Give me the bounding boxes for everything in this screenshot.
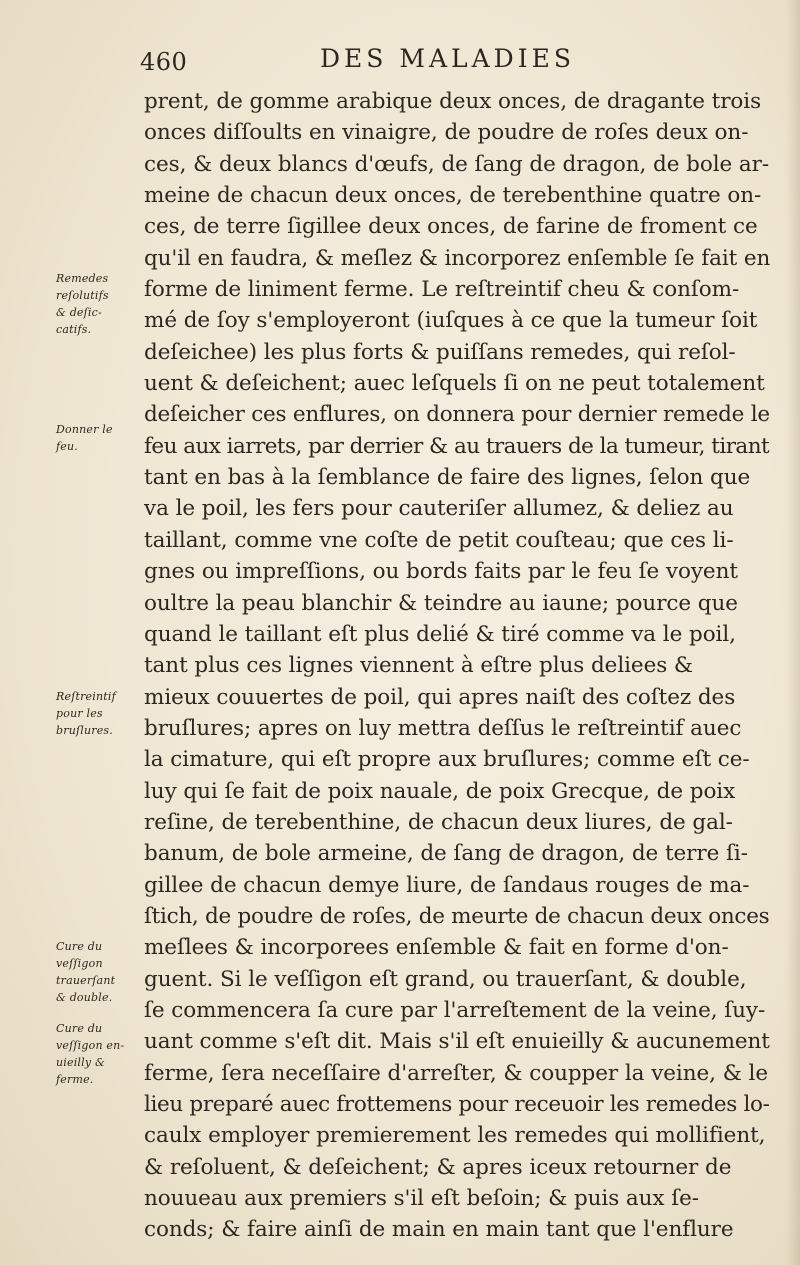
text-line: ſtich, de poudre de roſes, de meurte de chacun deux onces — [144, 903, 770, 929]
text-line: luy qui ſe fait de poix nauale, de poix Grecque, de poix — [144, 778, 736, 804]
text-line: banum, de bole armeine, de ſang de dragon, de terre ſi- — [144, 841, 748, 867]
margin-note-line: uieilly & — [56, 1056, 105, 1069]
text-line: gnes ou impreſſions, ou bords faits par le feu ſe voyent — [144, 559, 738, 585]
text-line: bruſlures; apres on luy mettra deſſus le reſtreintif auec — [144, 715, 742, 741]
body-text — [144, 86, 774, 1246]
text-line: gillee de chacun demye liure, de ſandaus rouges de ma- — [144, 872, 750, 898]
text-line: ſe commencera ſa cure par l'arreſtement de la veine, ſuy- — [144, 997, 766, 1023]
margin-note — [56, 1020, 140, 1088]
page-number: 460 — [140, 48, 188, 76]
text-line: guent. Si le veſſigon eſt grand, ou trauerſant, & double, — [144, 966, 747, 992]
text-line: oultre la peau blanchir & teindre au iaune; pource que — [144, 590, 738, 616]
text-line: taillant, comme vne coſte de petit couſteau; que ces li- — [144, 527, 734, 553]
margin-note-line: Remedes — [56, 272, 109, 285]
margin-note-line: Cure du — [56, 940, 103, 953]
text-line: lieu preparé auec frottemens pour receuoir les remedes lo- — [144, 1092, 770, 1117]
text-line: qu'il en faudra, & meſlez & incorporez enſemble ſe fait en — [144, 245, 771, 271]
text-line: meine de chacun deux onces, de terebenthine quatre on- — [144, 183, 762, 209]
margin-note-line: feu. — [56, 440, 78, 453]
margin-note — [56, 270, 140, 338]
text-line: va le poil, les fers pour cauteriſer allumez, & deliez au — [144, 496, 734, 522]
text-line: ferme, ſera neceſſaire d'arreſter, & coupper la veine, & le — [144, 1060, 768, 1086]
margin-note — [56, 938, 140, 1006]
text-line: tant plus ces lignes viennent à eſtre plus deliees & — [144, 653, 693, 679]
margin-note — [56, 421, 140, 455]
margin-note-line: pour les — [56, 707, 103, 720]
margin-note-line: & double. — [56, 991, 113, 1004]
margin-note-line: Cure du — [56, 1022, 103, 1035]
margin-note-line: reſolutifs — [56, 289, 109, 302]
text-line: uant comme s'eſt dit. Mais s'il eſt enuieilly & aucunement — [144, 1029, 770, 1055]
margin-note-line: & deſic- — [56, 306, 102, 319]
margin-note-line: ferme. — [56, 1073, 94, 1086]
margin-note-line: Reſtreintif — [56, 690, 116, 703]
margin-note-line: veſſigon en- — [56, 1039, 125, 1052]
margin-note-line: catifs. — [56, 323, 92, 336]
text-line: deſeichee) les plus forts & puiſſans remedes, qui reſol- — [144, 339, 736, 365]
text-line: deſeicher ces enflures, on donnera pour dernier remede le — [144, 402, 770, 428]
text-line: la cimature, qui eſt propre aux bruſlures; comme eſt ce- — [144, 747, 750, 773]
text-line: reſine, de terebenthine, de chacun deux liures, de gal- — [144, 809, 733, 835]
running-head: DES MALADIES — [320, 44, 575, 73]
text-line: mieux couuertes de poil, qui apres naiſt des coſtez des — [144, 684, 736, 710]
text-line: uent & deſeichent; auec leſquels ſi on ne peut totalement — [144, 371, 765, 397]
text-line: ces, de terre ſigillee deux onces, de farine de froment ce — [144, 214, 758, 240]
page-edge-shadow — [786, 0, 800, 1265]
text-line: prent, de gomme arabique deux onces, de dragante trois — [144, 89, 762, 114]
text-line: ces, & deux blancs d'œufs, de ſang de dragon, de bole ar- — [144, 151, 770, 177]
margin-note-line: veſſigon — [56, 957, 103, 970]
text-line: conds; & faire ainſi de main en main tant que l'enflure — [144, 1217, 734, 1243]
text-line: nouueau aux premiers s'il eſt beſoin; & puis aux ſe- — [144, 1186, 699, 1212]
text-line: mé de ſoy s'employeront (iuſques à ce que la tumeur ſoit — [144, 308, 758, 334]
margin-note-line: trauerſant — [56, 974, 116, 987]
margin-note — [56, 688, 140, 739]
text-line: tant en bas à la ſemblance de faire des lignes, ſelon que — [144, 465, 751, 491]
margin-notes — [0, 0, 140, 1265]
text-line: meſlees & incorporees enſemble & fait en forme d'on- — [144, 935, 729, 961]
margin-note-line: Donner le — [56, 423, 113, 436]
text-line: caulx employer premierement les remedes qui mollifient, — [144, 1123, 766, 1149]
margin-note-line: bruſlures. — [56, 724, 113, 737]
text-line: & reſoluent, & deſeichent; & apres iceux retourner de — [144, 1154, 732, 1180]
text-line: forme de liniment ferme. Le reſtreintif cheu & conſom- — [144, 277, 740, 303]
text-line: feu aux iarrets, par derrier & au trauers de la tumeur, tirant — [144, 433, 770, 459]
text-line: quand le taillant eſt plus delié & tiré comme va le poil, — [144, 621, 736, 647]
text-line: onces diſſoults en vinaigre, de poudre de roſes deux on- — [144, 120, 749, 146]
